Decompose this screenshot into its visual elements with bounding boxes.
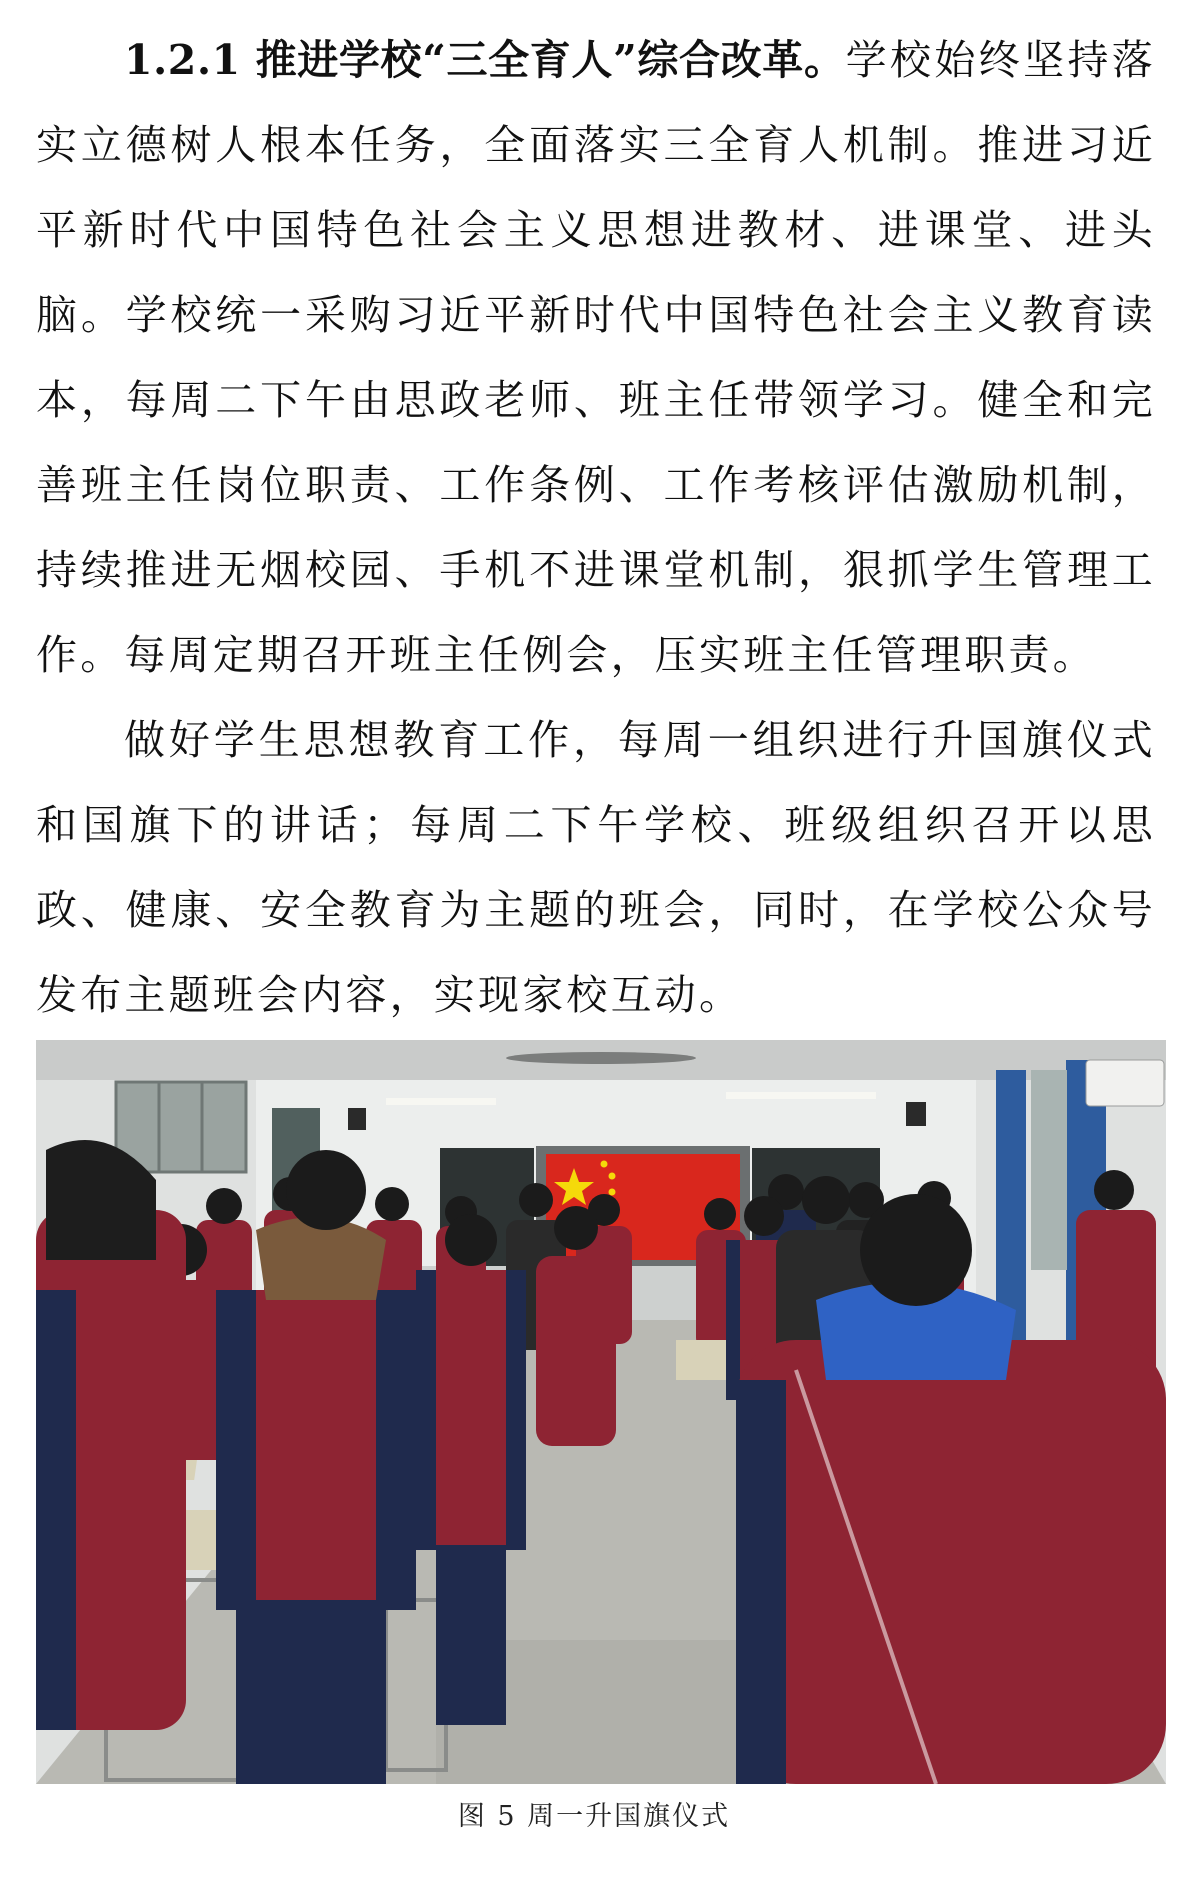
right-window [1031,1070,1067,1270]
flag-ceremony-photo [36,1040,1166,1784]
flag-small-star-icon [609,1189,616,1196]
left-window [116,1082,246,1172]
speaker [348,1108,366,1130]
photo-illustration [36,1040,1166,1784]
ceiling-light [386,1098,496,1105]
student-front-left [36,1140,186,1730]
ceiling-light [726,1092,876,1099]
flag-small-star-icon [609,1173,616,1180]
text-block [36,18,1156,1038]
paragraph-1-body: 学校始终坚持落实立德树人根本任务，全面落实三全育人机制。推进习近平新时代中国特色社会主义思想进教材、进课堂、进头脑。学校统一采购习近平新时代中国特色社会主义教育读本，每周二下午由思政老师、班主任带领学习。健全和完善班主任岗位职责、工作条例、工作考核评估激励机制，持续推进无烟校园、手机不进课堂机制，狠抓学生管理工作。每周定期召开班主任例会，压实班主任管理职责。 [36,36,1156,679]
paragraph-1 [36,18,1156,698]
section-heading: 1.2.1 推进学校“三全育人”综合改革。 [124,36,846,84]
air-conditioner [1086,1060,1164,1106]
flag-small-star-icon [601,1161,608,1168]
paragraph-2: 做好学生思想教育工作，每周一组织进行升国旗仪式和国旗下的讲话；每周二下午学校、班级组织召开以思政、健康、安全教育为主题的班会，同时，在学校公众号发布主题班会内容，实现家校互动。 [36,716,1156,1019]
figure-caption: 图 5 周一升国旗仪式 [457,1801,731,1832]
ceiling-fan [506,1052,696,1064]
speaker [906,1102,926,1126]
